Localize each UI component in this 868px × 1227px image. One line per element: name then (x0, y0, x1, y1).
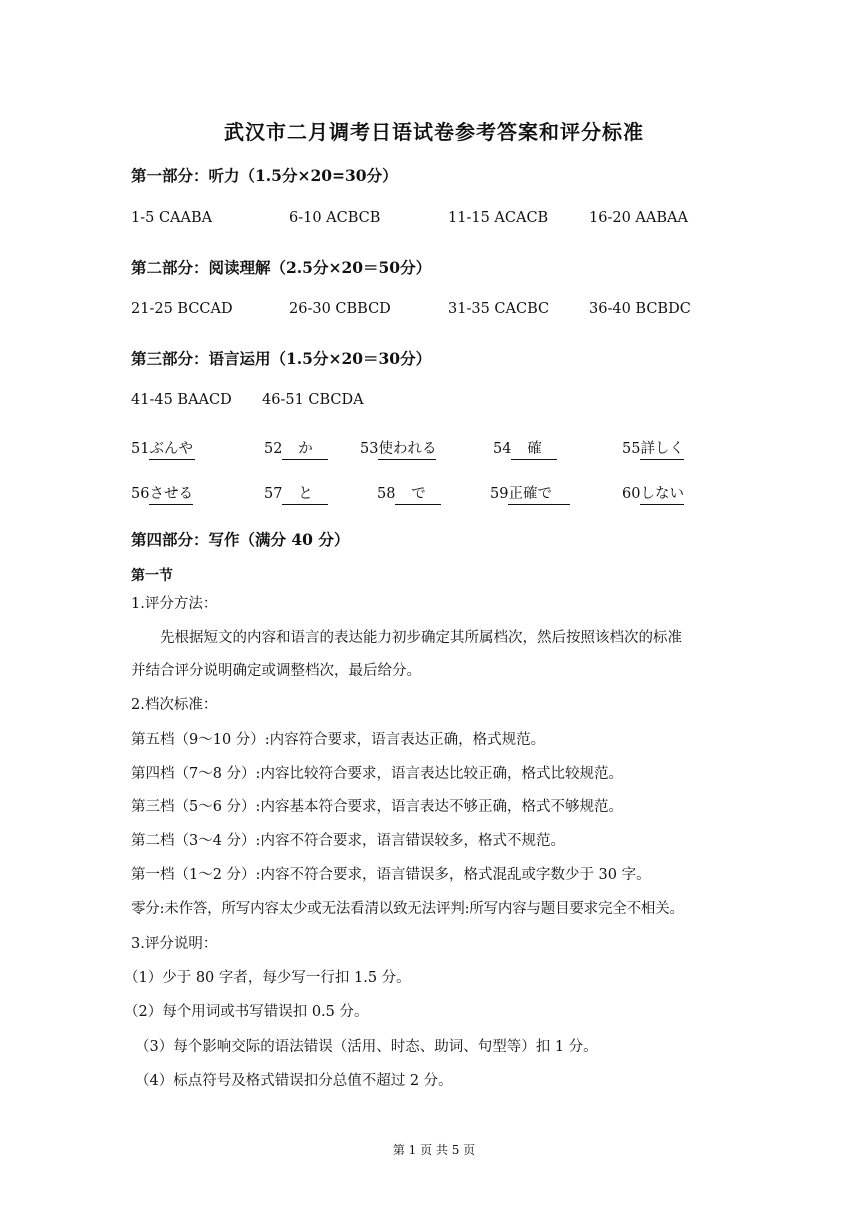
section-title: 第一节 (131, 568, 173, 584)
fill-number: 58 (377, 486, 396, 502)
fill-number: 56 (131, 486, 150, 502)
levels-title: 2.档次标准： (131, 697, 218, 713)
part2-heading: 第二部分：阅读理解（2.5分×20＝50分） (131, 258, 432, 277)
fill-item (264, 482, 328, 505)
fill-answer: で (395, 482, 441, 505)
fill-number: 55 (622, 441, 641, 457)
note-item: （4）标点符号及格式错误扣分总值不超过 2 分。 (135, 1073, 453, 1089)
fill-item (622, 482, 684, 505)
method-title: 1.评分方法： (131, 596, 218, 612)
fill-answer: しない (640, 482, 684, 505)
fill-number: 59 (490, 486, 509, 502)
part1-answer: 16-20 AABAA (589, 210, 688, 226)
fill-item (377, 482, 441, 505)
part3-answer: 41-45 BAACD (131, 392, 232, 408)
method-text: 并结合评分说明确定或调整档次，最后给分。 (131, 663, 421, 679)
fill-number: 53 (360, 441, 379, 457)
fill-answer: ぶんや (149, 437, 195, 460)
fill-answer: か (282, 437, 328, 460)
fill-item (490, 482, 570, 505)
notes-title: 3.评分说明： (131, 936, 218, 952)
part2-answer: 21-25 BCCAD (131, 301, 233, 317)
note-item: （1）少于 80 字者，每少写一行扣 1.5 分。 (124, 970, 411, 986)
level-item: 零分:未作答，所写内容太少或无法看清以致无法评判:所写内容与题目要求完全不相关。 (131, 901, 684, 917)
part1-heading: 第一部分：听力（1.5分×20=30分） (131, 166, 398, 185)
part2-answer: 26-30 CBBCD (289, 301, 391, 317)
fill-item (493, 437, 557, 460)
fill-answer: 確 (511, 437, 557, 460)
part1-answer: 6-10 ACBCB (289, 210, 381, 226)
fill-item (264, 437, 328, 460)
fill-number: 57 (264, 486, 283, 502)
part2-answer: 36-40 BCBDC (589, 301, 691, 317)
fill-number: 54 (493, 441, 512, 457)
fill-answer: させる (149, 482, 193, 505)
part2-answer: 31-35 CACBC (448, 301, 550, 317)
fill-item (131, 437, 195, 460)
page-footer: 第 1 页 共 5 页 (392, 1143, 476, 1157)
fill-answer: 正確で (508, 482, 570, 505)
part3-heading: 第三部分：语言运用（1.5分×20＝30分） (131, 349, 432, 368)
part1-answer: 1-5 CAABA (131, 210, 213, 226)
note-item: （3）每个影响交际的语法错误（活用、时态、助词、句型等）扣 1 分。 (135, 1039, 598, 1055)
fill-item (622, 437, 684, 460)
fill-number: 52 (264, 441, 283, 457)
fill-answer: 詳しく (640, 437, 684, 460)
fill-answer: 使われる (378, 437, 436, 460)
note-item: （2）每个用词或书写错误扣 0.5 分。 (124, 1004, 369, 1020)
part1-answer: 11-15 ACACB (448, 210, 549, 226)
part4-heading: 第四部分：写作（满分 40 分） (131, 530, 350, 549)
level-item: 第二档（3～4 分）:内容不符合要求，语言错误较多，格式不规范。 (131, 833, 565, 849)
level-item: 第五档（9～10 分）:内容符合要求，语言表达正确，格式规范。 (131, 732, 546, 748)
document-title: 武汉市二月调考日语试卷参考答案和评分标准 (224, 120, 644, 144)
method-text: 先根据短文的内容和语言的表达能力初步确定其所属档次，然后按照该档次的标准 (160, 630, 682, 646)
level-item: 第四档（7～8 分）:内容比较符合要求，语言表达比较正确，格式比较规范。 (131, 766, 623, 782)
fill-answer: と (282, 482, 328, 505)
level-item: 第三档（5～6 分）:内容基本符合要求，语言表达不够正确，格式不够规范。 (131, 799, 623, 815)
fill-number: 60 (622, 486, 641, 502)
fill-item (131, 482, 193, 505)
fill-item (360, 437, 436, 460)
part3-answer: 46-51 CBCDA (262, 392, 364, 408)
level-item: 第一档（1～2 分）:内容不符合要求，语言错误多，格式混乱或字数少于 30 字。 (131, 867, 651, 883)
fill-number: 51 (131, 441, 150, 457)
